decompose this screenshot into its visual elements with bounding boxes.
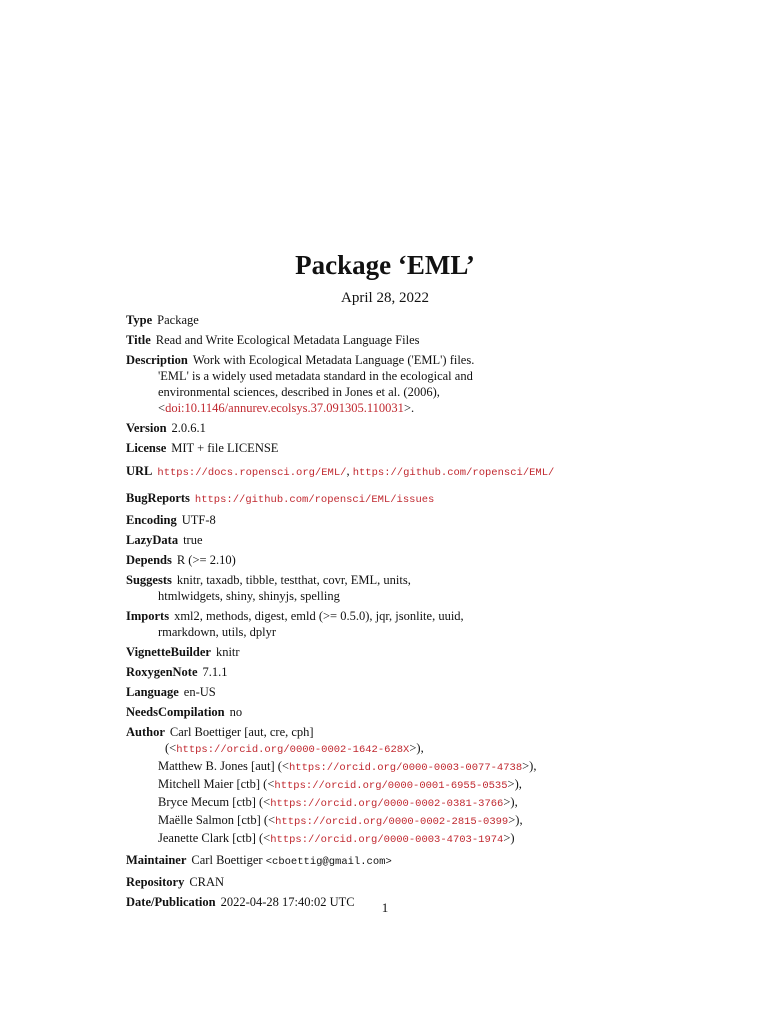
bracket-close: >), bbox=[503, 795, 518, 809]
description-fields bbox=[126, 312, 686, 910]
author-line bbox=[126, 812, 686, 830]
field-language bbox=[126, 684, 686, 700]
field-value: true bbox=[183, 533, 203, 547]
field-author bbox=[126, 724, 686, 848]
field-repository bbox=[126, 874, 686, 890]
description-line: 'EML' is a widely used metadata standard in the ecological and bbox=[158, 369, 473, 383]
field-key: VignetteBuilder bbox=[126, 645, 211, 659]
author-line bbox=[126, 830, 686, 848]
author-orcid-line bbox=[126, 740, 686, 758]
suggests-line: knitr, taxadb, tibble, testthat, covr, EML, units, bbox=[176, 573, 411, 587]
orcid-link[interactable]: https://orcid.org/0000-0003-0077-4738 bbox=[288, 762, 523, 774]
field-key: LazyData bbox=[126, 533, 179, 547]
field-value: UTF-8 bbox=[181, 513, 216, 527]
author-line bbox=[126, 758, 686, 776]
field-value: 2022-04-28 17:40:02 UTC bbox=[220, 895, 355, 909]
field-key: Description bbox=[126, 353, 188, 367]
field-maintainer bbox=[126, 852, 686, 870]
package-title: Package ‘EML’ bbox=[295, 250, 475, 280]
imports-line: rmarkdown, utils, dplyr bbox=[158, 625, 277, 639]
field-encoding bbox=[126, 512, 686, 528]
orcid-link[interactable]: https://orcid.org/0000-0002-0381-3766 bbox=[270, 798, 504, 810]
author-line bbox=[126, 776, 686, 794]
package-date: April 28, 2022 bbox=[341, 290, 429, 306]
bracket-open: (< bbox=[165, 741, 177, 755]
description-doi-line bbox=[126, 400, 686, 416]
orcid-link[interactable]: https://orcid.org/0000-0001-6955-0535 bbox=[274, 780, 508, 792]
field-key: Suggests bbox=[126, 573, 172, 587]
field-key: Repository bbox=[126, 875, 185, 889]
field-key: Date/Publication bbox=[126, 895, 216, 909]
author-name: Mitchell Maier [ctb] (< bbox=[158, 777, 275, 791]
field-key: NeedsCompilation bbox=[126, 705, 225, 719]
field-description bbox=[126, 352, 686, 416]
field-value: no bbox=[229, 705, 243, 719]
field-key: RoxygenNote bbox=[126, 665, 198, 679]
field-key: Version bbox=[126, 421, 167, 435]
field-key: Maintainer bbox=[126, 853, 187, 867]
author-name: Matthew B. Jones [aut] (< bbox=[158, 759, 289, 773]
field-key: Imports bbox=[126, 609, 170, 623]
bracket-close: >), bbox=[522, 759, 537, 773]
page-number: 1 bbox=[381, 900, 389, 915]
field-value: CRAN bbox=[189, 875, 225, 889]
bracket-close: >), bbox=[508, 813, 523, 827]
field-key: License bbox=[126, 441, 167, 455]
field-license bbox=[126, 440, 686, 456]
field-imports bbox=[126, 608, 686, 640]
field-value: en-US bbox=[183, 685, 216, 699]
field-key: Depends bbox=[126, 553, 172, 567]
field-value: knitr bbox=[215, 645, 240, 659]
field-key: URL bbox=[126, 464, 153, 478]
field-version bbox=[126, 420, 686, 436]
field-vignettebuilder bbox=[126, 644, 686, 660]
field-lazydata bbox=[126, 532, 686, 548]
maintainer-name: Carl Boettiger bbox=[191, 853, 266, 867]
field-depends bbox=[126, 552, 686, 568]
field-bugreports bbox=[126, 490, 686, 508]
bracket-close: >), bbox=[507, 777, 522, 791]
field-type bbox=[126, 312, 686, 328]
bracket-close: >), bbox=[409, 741, 424, 755]
field-key: Title bbox=[126, 333, 151, 347]
maintainer-email: <cboettig@gmail.com> bbox=[265, 856, 392, 868]
bracket-close: >) bbox=[503, 831, 515, 845]
url-link[interactable]: https://docs.ropensci.org/EML/ bbox=[157, 467, 347, 479]
author-name: Maëlle Salmon [ctb] (< bbox=[158, 813, 276, 827]
orcid-link[interactable]: https://orcid.org/0000-0003-4703-1974 bbox=[270, 834, 504, 846]
field-roxygennote bbox=[126, 664, 686, 680]
field-value: 7.1.1 bbox=[202, 665, 228, 679]
orcid-link[interactable]: https://orcid.org/0000-0002-1642-628X bbox=[176, 744, 410, 756]
field-key: Author bbox=[126, 725, 165, 739]
author-line: Carl Boettiger [aut, cre, cph] bbox=[169, 725, 314, 739]
field-value: 2.0.6.1 bbox=[171, 421, 206, 435]
field-key: Encoding bbox=[126, 513, 177, 527]
description-line: Work with Ecological Metadata Language ('EML') files. bbox=[192, 353, 475, 367]
suggests-line: htmlwidgets, shiny, shinyjs, spelling bbox=[158, 589, 340, 603]
field-needscompilation bbox=[126, 704, 686, 720]
url-separator: , bbox=[346, 464, 353, 478]
author-name: Bryce Mecum [ctb] (< bbox=[158, 795, 271, 809]
field-value: MIT + file LICENSE bbox=[171, 441, 279, 455]
imports-line: xml2, methods, digest, emld (>= 0.5.0), jqr, jsonlite, uuid, bbox=[174, 609, 464, 623]
orcid-link[interactable]: https://orcid.org/0000-0002-2815-0399 bbox=[275, 816, 509, 828]
author-line bbox=[126, 794, 686, 812]
field-key: Type bbox=[126, 313, 153, 327]
author-name: Jeanette Clark [ctb] (< bbox=[158, 831, 271, 845]
url-link[interactable]: https://github.com/ropensci/EML/ bbox=[352, 467, 555, 479]
field-key: Language bbox=[126, 685, 179, 699]
bracket-open: < bbox=[158, 401, 166, 415]
bugreports-link[interactable]: https://github.com/ropensci/EML/issues bbox=[194, 494, 435, 506]
doi-link[interactable]: doi:10.1146/annurev.ecolsys.37.091305.110031 bbox=[165, 401, 404, 415]
field-suggests bbox=[126, 572, 686, 604]
description-line: environmental sciences, described in Jones et al. (2006), bbox=[158, 385, 440, 399]
field-key: BugReports bbox=[126, 491, 190, 505]
field-value: Read and Write Ecological Metadata Language Files bbox=[155, 333, 420, 347]
field-value: R (>= 2.10) bbox=[176, 553, 236, 567]
field-value: Package bbox=[157, 313, 199, 327]
bracket-close: >. bbox=[403, 401, 415, 415]
field-url bbox=[126, 463, 686, 481]
field-title bbox=[126, 332, 686, 348]
